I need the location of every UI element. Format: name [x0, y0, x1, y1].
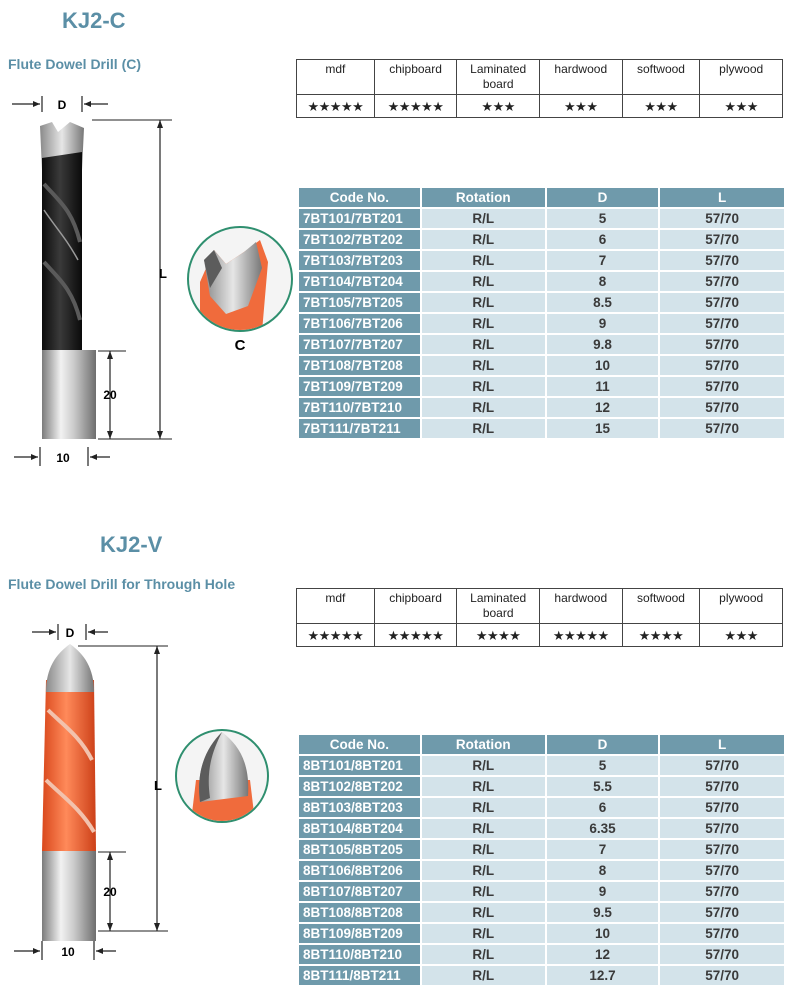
dimension-label-d: D — [57, 98, 67, 112]
table-row — [299, 840, 784, 859]
diameter-cell: 9.5 — [547, 903, 659, 922]
code-cell: 7BT106/7BT206 — [299, 314, 420, 333]
diameter-cell: 7 — [547, 840, 659, 859]
section-title: KJ2-V — [100, 532, 163, 557]
diameter-cell: 5 — [547, 756, 659, 775]
material-rating-table — [296, 588, 783, 647]
code-cell: 7BT110/7BT210 — [299, 398, 420, 417]
material-header: Laminated board — [457, 60, 540, 95]
table-row — [299, 251, 784, 270]
length-cell: 57/70 — [660, 314, 784, 333]
dimension-label-l: L — [154, 778, 162, 793]
material-header: chipboard — [374, 60, 457, 95]
length-cell: 57/70 — [660, 966, 784, 985]
length-cell: 57/70 — [660, 377, 784, 396]
material-header: plywood — [700, 60, 783, 95]
diameter-cell: 9 — [547, 314, 659, 333]
drill-drawing-v — [0, 620, 295, 990]
rotation-cell: R/L — [422, 924, 545, 943]
length-cell: 57/70 — [660, 251, 784, 270]
length-cell: 57/70 — [660, 230, 784, 249]
diameter-cell: 7 — [547, 251, 659, 270]
section-title: KJ2-C — [62, 8, 126, 33]
rating-stars: ★★★★★ — [374, 624, 457, 647]
rotation-cell: R/L — [422, 314, 545, 333]
diameter-cell: 9 — [547, 882, 659, 901]
material-header: hardwood — [539, 589, 622, 624]
length-cell: 57/70 — [660, 903, 784, 922]
rating-stars: ★★★ — [622, 95, 700, 118]
column-header: D — [547, 188, 659, 207]
diameter-cell: 6.35 — [547, 819, 659, 838]
code-cell: 8BT102/8BT202 — [299, 777, 420, 796]
rotation-cell: R/L — [422, 798, 545, 817]
code-cell: 7BT101/7BT201 — [299, 209, 420, 228]
diameter-cell: 12 — [547, 398, 659, 417]
code-cell: 8BT107/8BT207 — [299, 882, 420, 901]
diameter-cell: 8 — [547, 861, 659, 880]
code-cell: 7BT102/7BT202 — [299, 230, 420, 249]
length-cell: 57/70 — [660, 293, 784, 312]
table-row — [299, 966, 784, 985]
table-row — [299, 924, 784, 943]
rotation-cell: R/L — [422, 861, 545, 880]
column-header: Rotation — [422, 188, 545, 207]
code-cell: 7BT105/7BT205 — [299, 293, 420, 312]
rating-stars: ★★★★★ — [297, 624, 375, 647]
dimension-label-20: 20 — [103, 388, 117, 402]
length-cell: 57/70 — [660, 819, 784, 838]
rotation-cell: R/L — [422, 209, 545, 228]
table-row — [299, 335, 784, 354]
code-cell: 8BT106/8BT206 — [299, 861, 420, 880]
length-cell: 57/70 — [660, 356, 784, 375]
code-cell: 8BT101/8BT201 — [299, 756, 420, 775]
column-header: Code No. — [299, 735, 420, 754]
material-header: mdf — [297, 589, 375, 624]
rotation-cell: R/L — [422, 756, 545, 775]
length-cell: 57/70 — [660, 945, 784, 964]
drill-tip — [46, 644, 94, 692]
diameter-cell: 10 — [547, 356, 659, 375]
tip-detail-view — [176, 730, 268, 830]
material-header: hardwood — [539, 60, 622, 95]
code-cell: 7BT107/7BT207 — [299, 335, 420, 354]
code-cell: 8BT105/8BT205 — [299, 840, 420, 859]
material-header: Laminated board — [457, 589, 540, 624]
length-cell: 57/70 — [660, 209, 784, 228]
length-cell: 57/70 — [660, 840, 784, 859]
length-cell: 57/70 — [660, 419, 784, 438]
length-cell: 57/70 — [660, 272, 784, 291]
section-subtitle: Flute Dowel Drill (C) — [8, 56, 141, 72]
code-cell: 7BT104/7BT204 — [299, 272, 420, 291]
column-header: Code No. — [299, 188, 420, 207]
rotation-cell: R/L — [422, 335, 545, 354]
code-cell: 8BT109/8BT209 — [299, 924, 420, 943]
rating-stars: ★★★★ — [457, 624, 540, 647]
code-cell: 8BT110/8BT210 — [299, 945, 420, 964]
rotation-cell: R/L — [422, 377, 545, 396]
rotation-cell: R/L — [422, 840, 545, 859]
code-cell: 8BT108/8BT208 — [299, 903, 420, 922]
length-cell: 57/70 — [660, 861, 784, 880]
rating-stars: ★★★★★ — [374, 95, 457, 118]
table-row — [299, 882, 784, 901]
specification-table — [297, 186, 786, 440]
detail-label-c: C — [234, 337, 246, 354]
diameter-cell: 12 — [547, 945, 659, 964]
table-row — [299, 903, 784, 922]
column-header: L — [660, 188, 784, 207]
rotation-cell: R/L — [422, 419, 545, 438]
table-row — [299, 230, 784, 249]
diameter-cell: 6 — [547, 798, 659, 817]
rotation-cell: R/L — [422, 903, 545, 922]
dimension-label-10: 10 — [56, 451, 70, 465]
rotation-cell: R/L — [422, 945, 545, 964]
table-row — [299, 777, 784, 796]
drill-shank — [42, 350, 96, 439]
diameter-cell: 8.5 — [547, 293, 659, 312]
column-header: Rotation — [422, 735, 545, 754]
rotation-cell: R/L — [422, 777, 545, 796]
rotation-cell: R/L — [422, 356, 545, 375]
table-row — [299, 419, 784, 438]
table-row — [299, 272, 784, 291]
rating-stars: ★★★★★ — [539, 624, 622, 647]
material-rating-table — [296, 59, 783, 118]
diameter-cell: 8 — [547, 272, 659, 291]
length-cell: 57/70 — [660, 924, 784, 943]
material-header: chipboard — [374, 589, 457, 624]
rating-stars: ★★★ — [700, 95, 783, 118]
table-row — [299, 398, 784, 417]
code-cell: 7BT111/7BT211 — [299, 419, 420, 438]
rotation-cell: R/L — [422, 272, 545, 291]
length-cell: 57/70 — [660, 398, 784, 417]
diameter-cell: 11 — [547, 377, 659, 396]
table-row — [299, 756, 784, 775]
rating-stars: ★★★ — [457, 95, 540, 118]
rotation-cell: R/L — [422, 398, 545, 417]
code-cell: 8BT104/8BT204 — [299, 819, 420, 838]
table-row — [299, 377, 784, 396]
column-header: D — [547, 735, 659, 754]
rating-stars: ★★★★ — [622, 624, 700, 647]
rotation-cell: R/L — [422, 966, 545, 985]
diameter-cell: 10 — [547, 924, 659, 943]
table-row — [299, 819, 784, 838]
rotation-cell: R/L — [422, 251, 545, 270]
table-row — [299, 293, 784, 312]
code-cell: 8BT111/8BT211 — [299, 966, 420, 985]
specification-table — [297, 733, 786, 987]
diameter-cell: 9.8 — [547, 335, 659, 354]
length-cell: 57/70 — [660, 798, 784, 817]
dimension-label-d: D — [65, 626, 75, 640]
code-cell: 7BT103/7BT203 — [299, 251, 420, 270]
diameter-cell: 15 — [547, 419, 659, 438]
table-row — [299, 314, 784, 333]
code-cell: 7BT108/7BT208 — [299, 356, 420, 375]
table-row — [299, 356, 784, 375]
drill-flute-body — [42, 152, 82, 350]
table-row — [299, 945, 784, 964]
length-cell: 57/70 — [660, 777, 784, 796]
rotation-cell: R/L — [422, 230, 545, 249]
code-cell: 7BT109/7BT209 — [299, 377, 420, 396]
table-row — [299, 209, 784, 228]
drill-shank — [42, 851, 96, 941]
material-header: softwood — [622, 589, 700, 624]
length-cell: 57/70 — [660, 335, 784, 354]
diameter-cell: 5 — [547, 209, 659, 228]
rating-stars: ★★★ — [539, 95, 622, 118]
rotation-cell: R/L — [422, 882, 545, 901]
material-header: plywood — [700, 589, 783, 624]
dimension-label-20: 20 — [103, 885, 117, 899]
section-subtitle: Flute Dowel Drill for Through Hole — [8, 576, 236, 592]
rotation-cell: R/L — [422, 293, 545, 312]
dimension-label-10: 10 — [61, 945, 75, 959]
drill-drawing-c — [0, 92, 295, 562]
tip-detail-view — [188, 227, 292, 332]
diameter-cell: 12.7 — [547, 966, 659, 985]
rotation-cell: R/L — [422, 819, 545, 838]
material-header: softwood — [622, 60, 700, 95]
code-cell: 8BT103/8BT203 — [299, 798, 420, 817]
column-header: L — [660, 735, 784, 754]
rating-stars: ★★★★★ — [297, 95, 375, 118]
length-cell: 57/70 — [660, 882, 784, 901]
diameter-cell: 5.5 — [547, 777, 659, 796]
rating-stars: ★★★ — [700, 624, 783, 647]
table-row — [299, 798, 784, 817]
diameter-cell: 6 — [547, 230, 659, 249]
material-header: mdf — [297, 60, 375, 95]
dimension-label-l: L — [159, 266, 167, 281]
length-cell: 57/70 — [660, 756, 784, 775]
table-row — [299, 861, 784, 880]
